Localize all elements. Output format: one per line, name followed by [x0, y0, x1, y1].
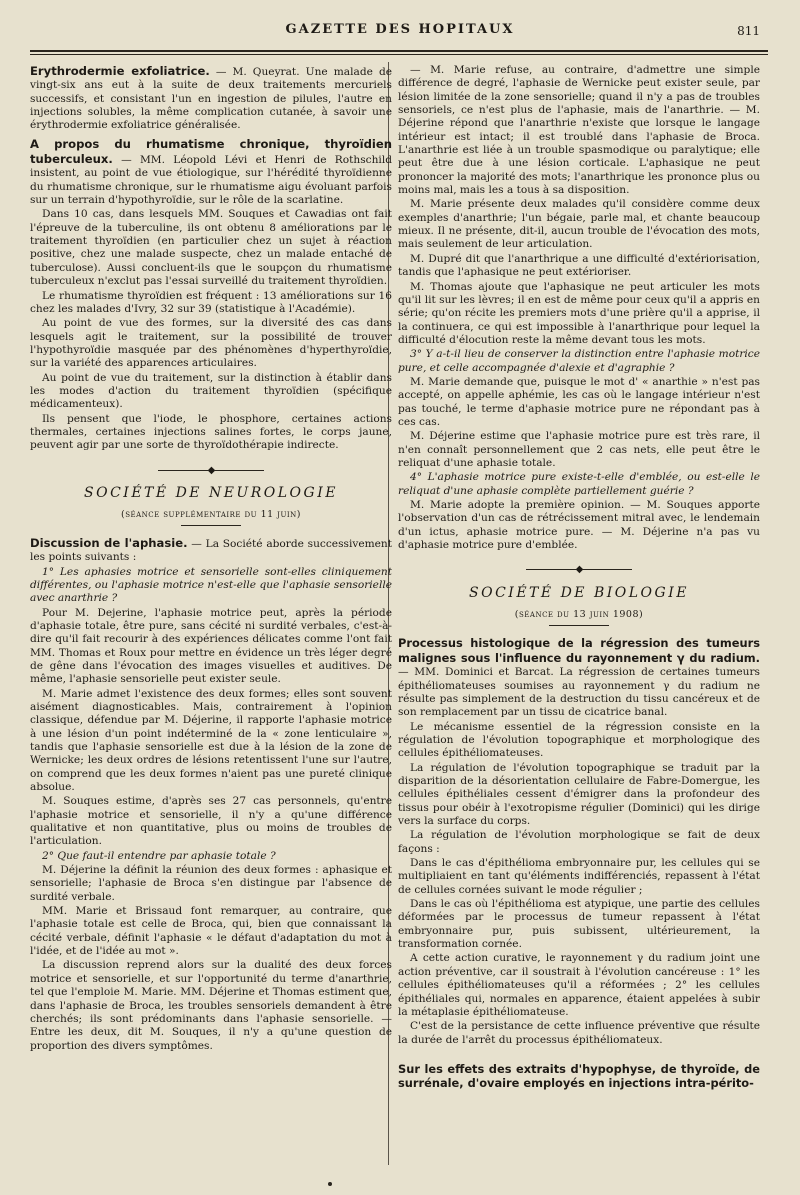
article-title: Discussion de l'aphasie.	[30, 535, 188, 550]
paragraph: M. Thomas ajoute que l'aphasique ne peut articuler les mots qu'il lit sur les lèvres; il en est de même pour ceux qu'il a appris en série; qu'on récite les premiers mots d'une prière qu'il a apprise, il la continuera, ce qui est impossible à l'anarthrique pour lequel la difficulté d'élocution reste la même devant tous les mots.	[398, 280, 760, 346]
paragraph: MM. Marie et Brissaud font remarquer, au contraire, que l'aphasie totale est celle de Broca, qui, bien que connaissant la cécité verbale, définit l'aphasie « le défaut d'adaptation du mot à l'idée, et de l'idée au mot ».	[30, 905, 392, 958]
paragraph: M. Déjerine la définit la réunion des deux formes : aphasique et sensorielle; l'aphasie de Broca s'en distingue par l'absence de surdité verbale.	[30, 864, 392, 903]
article-erythrodermie	[30, 64, 392, 133]
paragraph: M. Marie adopte la première opinion. — M. Souques apporte l'observation d'un cas de rétrécissement mitral avec, le lendemain d'un ictus, aphasie motrice pure. — M. Déjerine n'a pas vu d'aphasie motrice pure d'emblée.	[398, 499, 760, 552]
paragraph: — M. Marie refuse, au contraire, d'admettre une simple différence de degré, l'aphasie de Wernicke peut exister seule, par lésion limitée de la zone sensorielle; quand il n'y a pas de troubles sensoriels, ce n'est plus de l'aphasie, mais de l'anarthrie. — M. Déjerine répond que l'anarthrie n'existe que lorsque le langage intérieur est intact; il est troublé dans l'aphasie de Broca. L'anarthrie est liée à un trouble spasmodique ou paralytique; elle peut être due à une lésion corticale. L'aphasique ne peut prononcer la majorité des mots; l'anarthrique les prononce plus ou moins mal, mais les a tous à sa disposition.	[398, 64, 760, 197]
paragraph: Le rhumatisme thyroïdien est fréquent : 13 améliorations sur 16 chez les malades d'Ivry, 32 sur 39 (statistique à l'Académie).	[30, 289, 392, 315]
page-header	[30, 22, 770, 46]
section-title-biologie: SOCIÉTÉ DE BIOLOGIE	[469, 584, 689, 601]
section-subtitle: (séance du 13 juin 1908)	[514, 608, 644, 620]
article-title: Erythrodermie exfoliatrice.	[30, 64, 210, 78]
section-subtitle: (séance supplémentaire du 11 juin)	[120, 508, 301, 520]
journal-title: GAZETTE DES HOPITAUX	[285, 22, 515, 37]
page-number: 811	[737, 24, 760, 38]
article-text: — La Société aborde successivement les points suivants :	[30, 537, 392, 564]
paragraph: Le mécanisme essentiel de la régression consiste en la régulation de l'évolution topographique et morphologique des cellules épithéliomateuses.	[398, 720, 760, 760]
question-1: 1° Les aphasies motrice et sensorielle sont-elles cliniquement différentes, ou l'aphasie motrice n'est-elle que l'aphasie sensorielle avec anarthrie ?	[30, 565, 392, 605]
article-title: Processus histologique de la régression des tumeurs malignes sous l'influence du rayonnement γ du radium.	[398, 635, 760, 665]
paragraph: La régulation de l'évolution morphologique se fait de deux façons :	[398, 829, 760, 855]
paragraph: M. Marie admet l'existence des deux formes; elles sont souvent aisément diagnosticables. Mais, contrairement à l'opinion classique, défendue par M. Déjerine, il rapporte l'aphasie motrice à une lésion d'un point indéterminé de la « zone lenticulaire », tandis que l'aphasie sensorielle est due à la lésion de la zone de Wernicke; les deux ordres de lésions retentissent l'une sur l'autre, on comprend que les deux formes n'aient pas une pureté clinique absolue.	[30, 687, 392, 793]
paragraph: Ils pensent que l'iode, le phosphore, certaines actions thermales, certaines injections salines fortes, le corps jaune, peuvent agir par une sorte de thyroïdothérapie indirecte.	[30, 412, 392, 452]
page-mark	[328, 1182, 332, 1186]
article-title: A propos du rhumatisme chronique, thyroïdien tuberculeux.	[30, 136, 392, 167]
article-text: — MM. Dominici et Barcat. La régression de certaines tumeurs épithéliomateuses soumises au rayonnement γ du radium ne résulte pas simplement de la destruction du tissu cancéreux et de son remplacement par un tissu de cicatrice banal.	[398, 666, 760, 719]
article-radium	[398, 636, 760, 720]
paragraph: La régulation de l'évolution topographique se traduit par la disparition de la désorientation cellulaire de Fabre-Domergue, les cellules épithéliales cessent d'émigrer dans la profondeur des tissus pour obéir à l'exotropisme régulier (Dominici) qui les dirige vers la surface du corps.	[398, 761, 760, 828]
paragraph: A cette action curative, le rayonnement γ du radium joint une action préventive, car il soustrait à l'évolution cancéreuse : 1° les cellules épithéliomateuses qu'il a réformées ; 2° les cellules épithéliales qui, normales en apparence, étaient appelées à subir la métaplasie épithéliomateuse.	[398, 952, 760, 1018]
paragraph: Au point de vue du traitement, sur la distinction à établir dans les modes d'action du traitement thyroïdien (spécifique médicamenteux).	[30, 371, 392, 411]
right-column	[398, 64, 760, 1175]
paragraph: Dans le cas d'épithélioma embryonnaire pur, les cellules qui se multipliaient en tant qu'éléments indifférenciés, repassent à l'état de cellules cornées suivant le mode régulier ;	[398, 857, 760, 896]
section-rule	[181, 525, 241, 526]
paragraph: Dans le cas où l'épithélioma est atypique, une partie des cellules déformées par le processus de tumeur repassent à l'état embryonnaire pur, puis subissent, ultérieurement, la transformation cornée.	[398, 898, 760, 951]
discussion-intro	[30, 536, 392, 565]
paragraph: M. Marie présente deux malades qu'il considère comme deux exemples d'anarthrie; l'un bégaie, parle mal, et chante beaucoup mieux. Il ne présente, dit-il, aucun trouble de l'évocation des mots, mais seulement de leur articulation.	[398, 198, 760, 251]
section-ornament: ◆	[398, 564, 760, 577]
section-ornament: ◆	[30, 465, 392, 478]
left-column	[30, 64, 392, 1175]
section-title-neurologie: SOCIÉTÉ DE NEUROLOGIE	[84, 485, 338, 502]
paragraph: M. Souques estime, d'après ses 27 cas personnels, qu'entre l'aphasie motrice et sensorielle, il n'y a qu'une différence qualitative et non quantitative, plus ou moins de troubles de l'articulation.	[30, 795, 392, 848]
paragraph: Au point de vue des formes, sur la diversité des cas dans lesquels agit le traitement, sur la possibilité de trouver l'hypothyroïdie masquée par des phénomènes d'hyperthyroïdie, sur la variété des apparences articulaires.	[30, 317, 392, 370]
header-rule	[30, 50, 768, 55]
paragraph: M. Marie demande que, puisque le mot d' « anarthie » n'est pas accepté, on appelle aphémie, les cas où le langage intérieur n'est pas touché, le terme d'aphasie motrice pure ne répondant pas à ces cas.	[398, 375, 760, 428]
section-rule	[549, 625, 609, 626]
question-3: 3° Y a-t-il lieu de conserver la distinction entre l'aphasie motrice pure, et celle accompagnée d'alexie et d'agraphie ?	[398, 348, 760, 374]
paragraph: C'est de la persistance de cette influence préventive que résulte la durée de l'arrêt du processus épithéliomateux.	[398, 1020, 760, 1046]
paragraph: Pour M. Dejerine, l'aphasie motrice peut, après la période d'aphasie totale, être pure, sans cécité ni surdité verbales, c'est-à-dire qu'il fait recourir à des expériences délicates comme l'ont fait MM. Thomas et Roux pour mettre en évidence un très léger degré de gêne dans l'évocation des images visuelles et auditives. De même, l'aphasie sensorielle peut exister seule.	[30, 606, 392, 686]
paragraph: La discussion reprend alors sur la dualité des deux forces motrice et sensorielle, et sur l'opportunité du terme d'anarthrie, tel que l'emploie M. Marie. MM. Déjerine et Thomas estiment que, dans l'aphasie de Broca, les troubles sensoriels demandent à être cherchés; ils sont prédominants dans l'aphasie sensorielle. — Entre les deux, dit M. Souques, il n'y a qu'une question de proportion des divers symptômes.	[30, 959, 392, 1052]
article-rhumatisme	[30, 137, 392, 208]
question-4: 4° L'aphasie motrice pure existe-t-elle d'emblée, ou est-elle le reliquat d'une aphasie complète partiellement guérie ?	[398, 471, 760, 497]
article-text: — MM. Léopold Lévi et Henri de Rothschild insistent, au point de vue étiologique, sur l'hérédité thyroïdienne du rhumatisme chronique, sur le rhumatisme aigu évoluant parfois sur un terrain d'hypothyroïdie, sur le rôle de la scarlatine.	[30, 154, 392, 207]
paragraph: M. Dupré dit que l'anarthrique a une difficulté d'extériorisation, tandis que l'aphasique ne peut extérioriser.	[398, 252, 760, 279]
paragraph: Dans 10 cas, dans lesquels MM. Souques et Cawadias ont fait l'épreuve de la tuberculine, ils ont obtenu 8 améliorations par le traitement thyroïdien (en particulier chez un sujet à réaction positive, chez une malade suspecte, chez un malade entaché de tuberculose). Aussi concluent-ils que le soupçon du rhumatisme tuberculeux n'exclut pas l'essai surveillé du traitement thyroïdien.	[30, 208, 392, 288]
paragraph: M. Déjerine estime que l'aphasie motrice pure est très rare, il n'en connaît personnellement que 2 cas nets, elle peut être le reliquat d'une aphasie totale.	[398, 430, 760, 469]
question-2: 2° Que faut-il entendre par aphasie totale ?	[42, 849, 276, 862]
article-text: — M. Queyrat. Une malade de vingt-six ans eut à la suite de deux traitements mercuriels successifs, et consistant l'un en ingestion de pilules, l'autre en injections solubles, la même complication cutanée, à savoir une érythrodermie exfoliatrice généralisée.	[30, 66, 392, 132]
article-title-hypophyse: Sur les effets des extraits d'hypophyse, de thyroïde, de surrénale, d'ovaire employés en injections intra-périto-	[398, 1061, 760, 1091]
